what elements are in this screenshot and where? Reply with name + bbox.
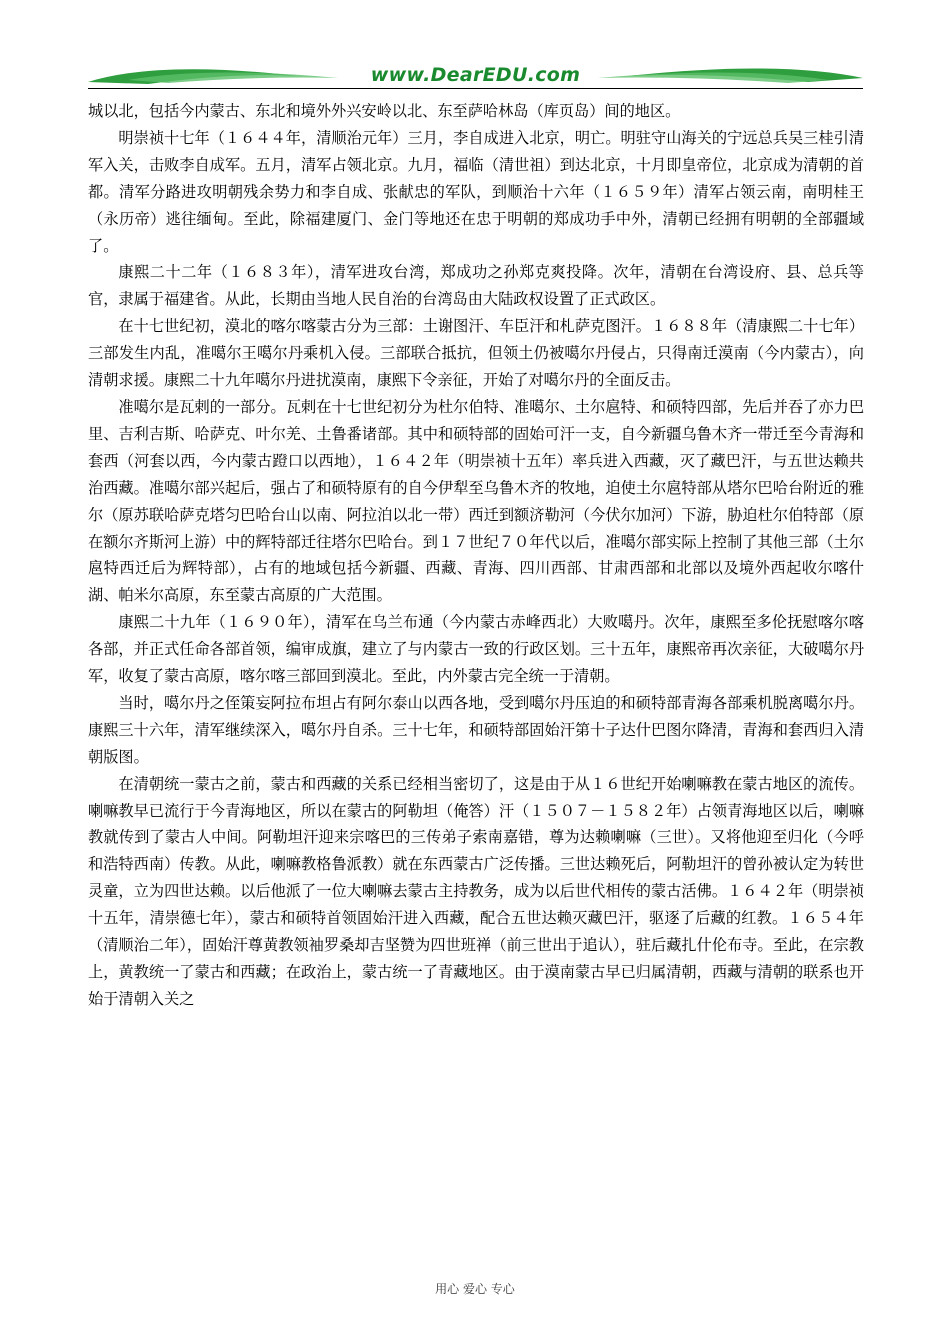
paragraph: 康熙二十九年（１６９０年），清军在乌兰布通（今内蒙古赤峰西北）大败噶丹。次年，康熙至多伦抚慰喀尔喀各部，并正式任命各部首领，编审成旗，建立了与内蒙古一致的行政区划。三十五年，康熙帝再次亲征，大破噶尔丹军，收复了蒙古高原，喀尔喀三部回到漠北。至此，内外蒙古完全统一于清朝。 [88, 613, 864, 686]
paragraph: 城以北，包括今内蒙古、东北和境外外兴安岭以北、东至萨哈林岛（库页岛）间的地区。 [88, 102, 681, 120]
paragraph: 明崇祯十七年（１６４４年，清顺治元年）三月，李自成进入北京，明亡。明驻守山海关的宁远总兵吴三桂引清军入关，击败李自成军。五月，清军占领北京。九月，福临（清世祖）到达北京，十月即皇帝位，北京成为清朝的首都。清军分路进攻明朝残余势力和李自成、张献忠的军队，到顺治十六年（１６５９年）清军占领云南，南明桂王（永历帝）逃往缅甸。至此，除福建厦门、金门等地还在忠于明朝的郑成功手中外，清朝已经拥有明朝的全部疆域了。 [88, 128, 864, 255]
page-header [88, 58, 863, 92]
page-footer: 用心 爱心 专心 [435, 1282, 515, 1296]
paragraph: 当时，噶尔丹之侄策妄阿拉布坦占有阿尔泰山以西各地，受到噶尔丹压迫的和硕特部青海各部乘机脱离噶尔丹。康熙三十六年，清军继续深入，噶尔丹自杀。三十七年，和硕特部固始汗第十子达什巴图尔降清，青海和套西归入清朝版图。 [88, 693, 864, 766]
paragraph: 准噶尔是瓦剌的一部分。瓦剌在十七世纪初分为杜尔伯特、准噶尔、土尔扈特、和硕特四部，先后并吞了亦力巴里、吉利吉斯、哈萨克、叶尔羌、土鲁番诸部。其中和硕特部的固始可汗一支，自今新疆乌鲁木齐一带迁至今青海和套西（河套以西，今内蒙古蹬口以西地），１６４２年（明崇祯十五年）率兵进入西藏，灭了藏巴汗，与五世达赖共治西藏。准噶尔部兴起后，强占了和硕特原有的自今伊犁至乌鲁木齐的牧地，迫使土尔扈特部从塔尔巴哈台附近的雅尔（原苏联哈萨克塔匀巴哈台山以南、阿拉泊以北一带）西迁到额济勒河（今伏尔加河）下游，胁迫杜尔伯特部（原在额尔齐斯河上游）中的辉特部迁往塔尔巴哈台。到１７世纪７０年代以后，准噶尔部实际上控制了其他三部（土尔扈特西迁后为辉特部），占有的地域包括今新疆、西藏、青海、四川西部、甘肃西部和北部以及境外西起收尔喀什湖、帕米尔高原，东至蒙古高原的广大范围。 [88, 397, 864, 605]
document-body [88, 98, 864, 1013]
site-logo-text: www.DearEDU.com [370, 64, 581, 86]
paragraph: 在十七世纪初，漠北的喀尔喀蒙古分为三部：土谢图汗、车臣汗和札萨克图汗。１６８８年（清康熙二十七年）三部发生内乱，准噶尔王噶尔丹乘机入侵。三部联合抵抗，但领土仍被噶尔丹侵占，只得南迁漠南（今内蒙古），向清朝求援。康熙二十九年噶尔丹进扰漠南，康熙下令亲征，开始了对噶尔丹的全面反击。 [88, 317, 864, 390]
paragraph: 康熙二十二年（１６８３年），清军进攻台湾，郑成功之孙郑克爽投降。次年，清朝在台湾设府、县、总兵等官，隶属于福建省。从此，长期由当地人民自治的台湾岛由大陆政权设置了正式政区。 [88, 263, 864, 309]
paragraph: 在清朝统一蒙古之前，蒙古和西藏的关系已经相当密切了，这是由于从１６世纪开始喇嘛教在蒙古地区的流传。喇嘛教早已流行于今青海地区，所以在蒙古的阿勒坦（俺答）汗（１５０７－１５８２年）占领青海地区以后，喇嘛教就传到了蒙古人中间。阿勒坦汗迎来宗喀巴的三传弟子索南嘉错，尊为达赖喇嘛（三世）。又将他迎至归化（今呼和浩特西南）传教。从此，喇嘛教格鲁派教）就在东西蒙古广泛传播。三世达赖死后，阿勒坦汗的曾孙被认定为转世灵童，立为四世达赖。以后他派了一位大喇嘛去蒙古主持教务，成为以后世代相传的蒙古活佛。１６４２年（明崇祯十五年，清崇德七年），蒙古和硕特首领固始汗进入西藏，配合五世达赖灭藏巴汗，驱逐了后藏的红教。１６５４年（清顺治二年），固始汗尊黄教领袖罗桑却吉坚赞为四世班禅（前三世出于追认），驻后藏扎什伦布寺。至此，在宗教上，黄教统一了蒙古和西藏；在政治上，蒙古统一了青藏地区。由于漠南蒙古早已归属清朝，西藏与清朝的联系也开始于清朝入关之 [88, 774, 864, 1008]
header-divider [88, 88, 863, 89]
